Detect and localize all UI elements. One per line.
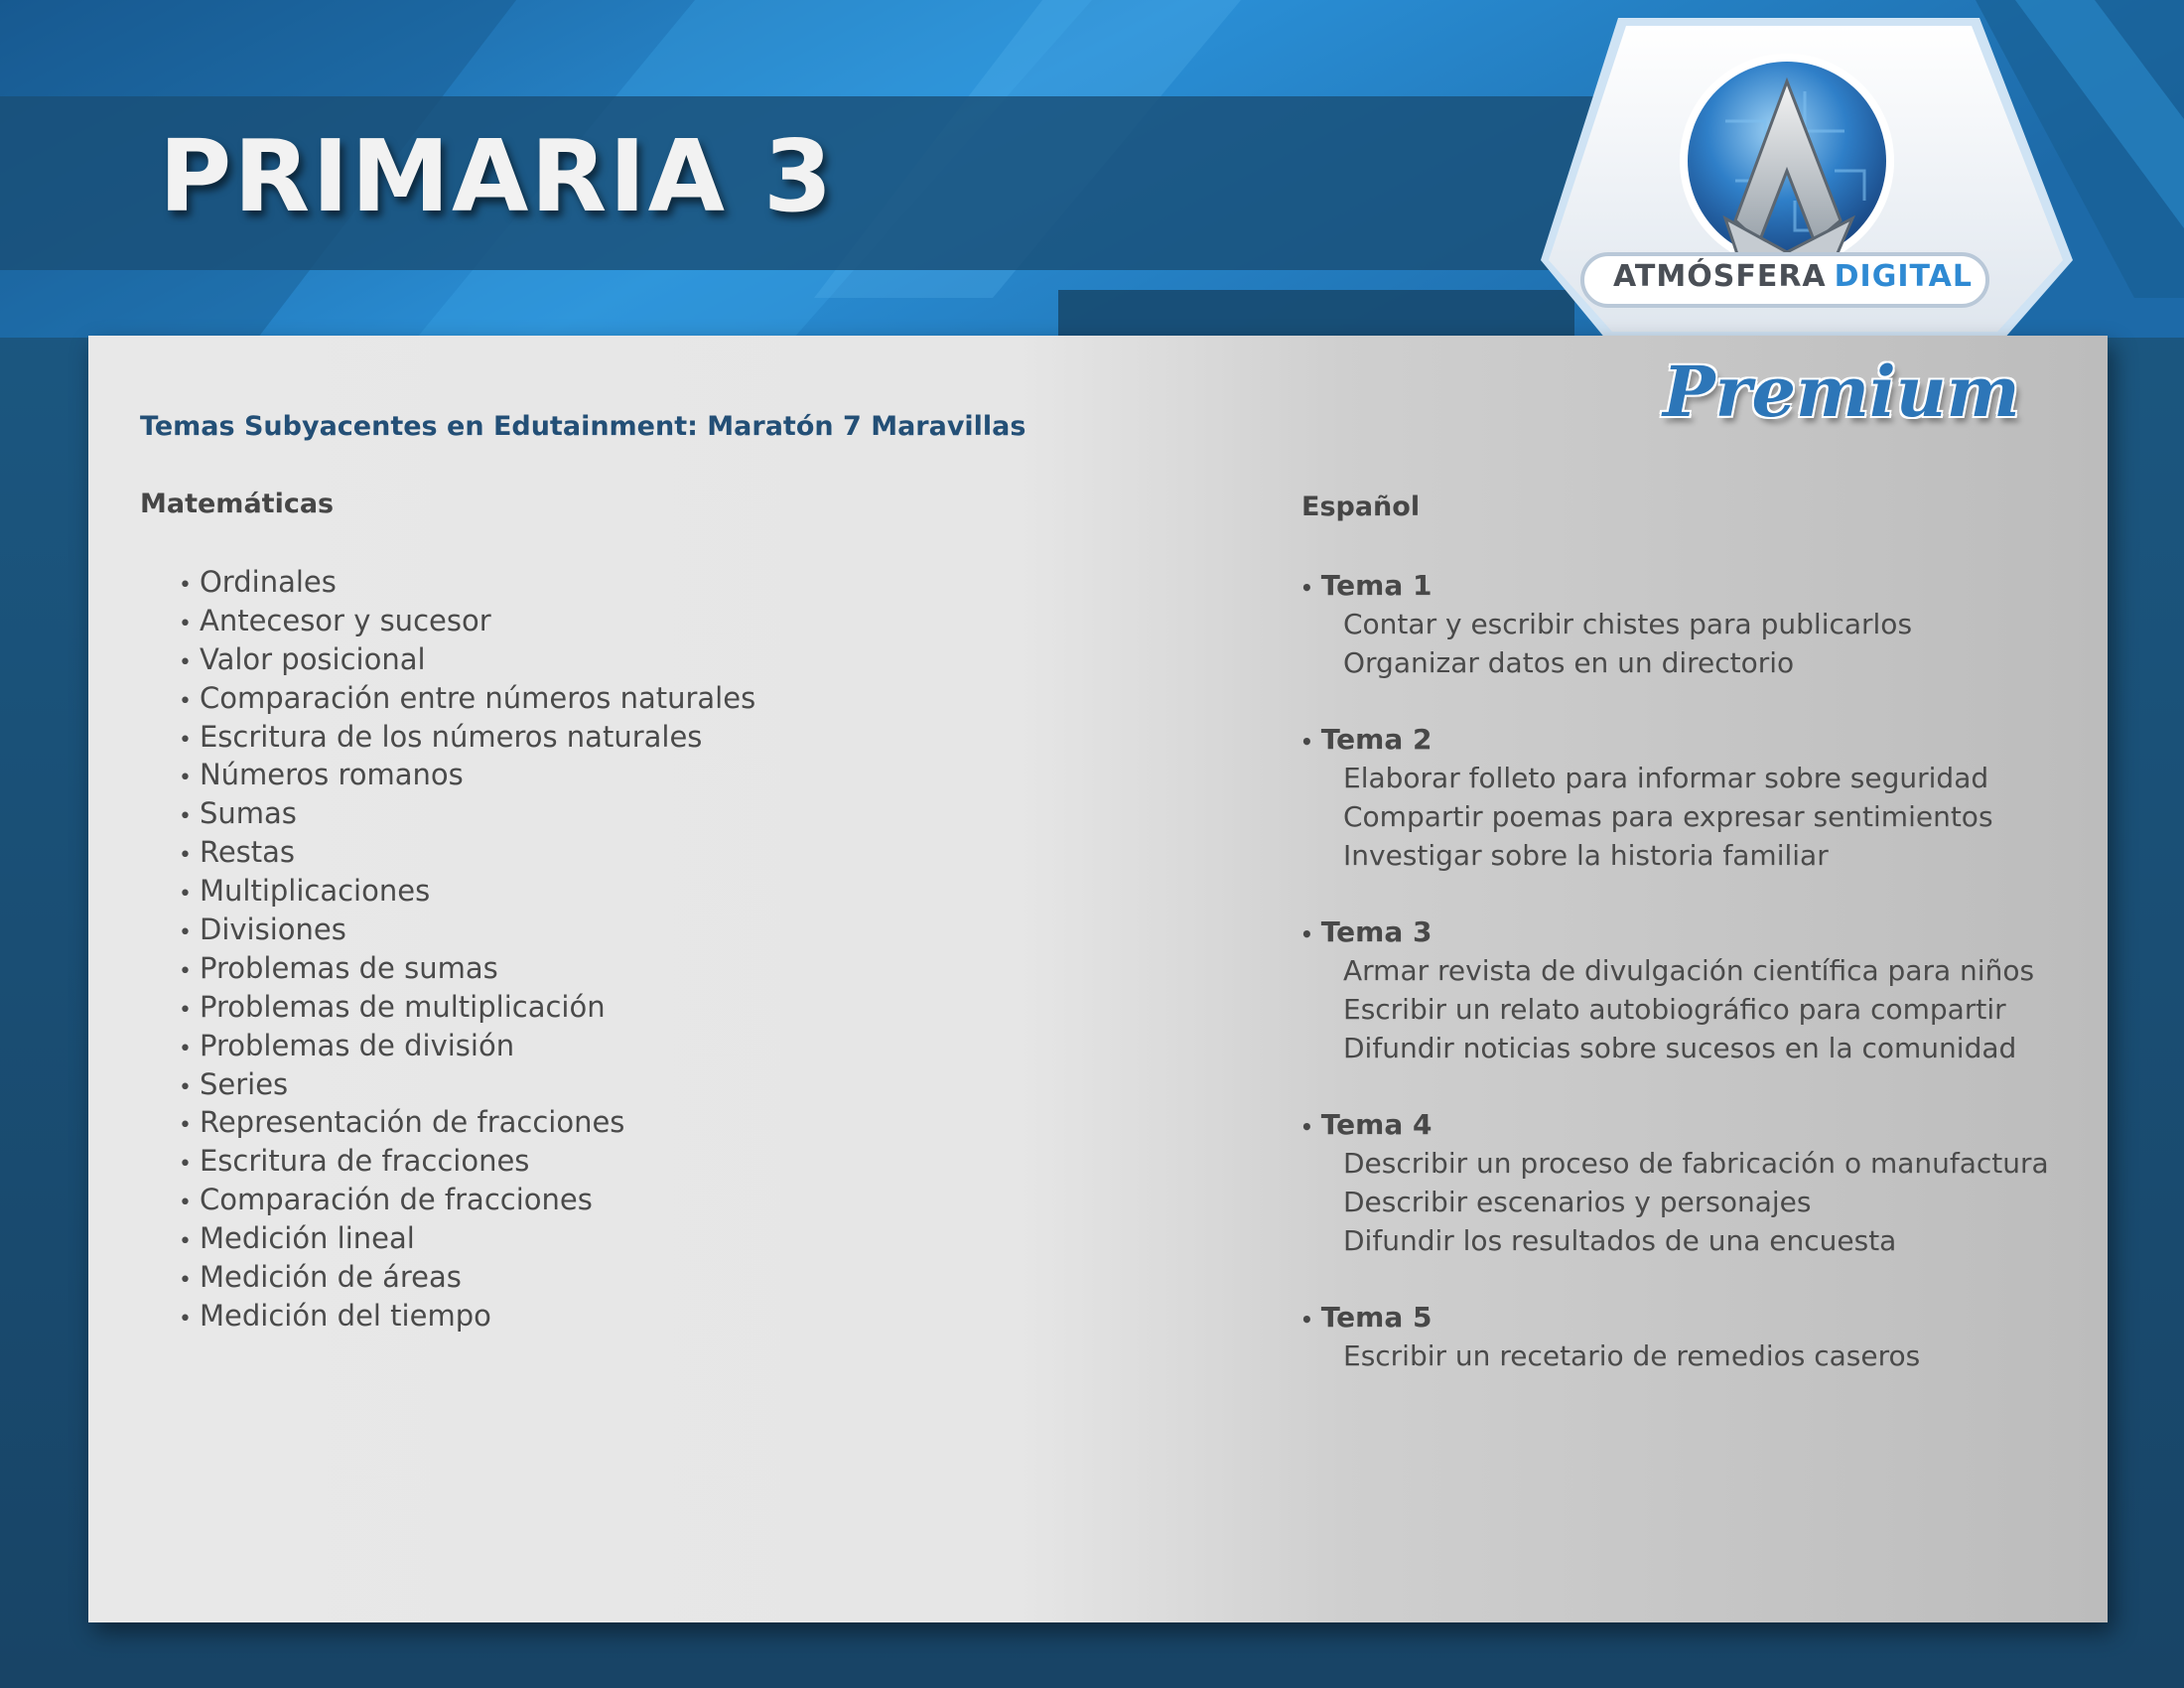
subtitle: Temas Subyacentes en Edutainment: Maratón 7 Maravillas [140, 411, 1026, 442]
list-item: • Multiplicaciones [179, 872, 755, 911]
list-item: • Sumas [179, 794, 755, 833]
tema-label: • Tema 3 [1300, 913, 2055, 951]
list-item: • Problemas de división [179, 1027, 755, 1065]
brand-wordmark [1600, 258, 1985, 296]
list-item: Investigar sobre la historia familiar [1343, 839, 1829, 872]
tema-block [1300, 1298, 2055, 1375]
list-item: Difundir los resultados de una encuesta [1343, 1224, 1897, 1257]
list-item: • Representación de fracciones [179, 1103, 755, 1142]
list-item: • Comparación entre números naturales [179, 679, 755, 718]
tema-label: • Tema 1 [1300, 566, 2055, 605]
list-item: Escribir un relato autobiográfico para compartir [1343, 993, 2006, 1026]
list-item: • Ordinales [179, 563, 755, 602]
list-item: • Divisiones [179, 911, 755, 949]
math-heading: Matemáticas [140, 489, 335, 519]
list-item: Compartir poemas para expresar sentimientos [1343, 800, 1993, 833]
spanish-heading: Español [1301, 492, 1421, 522]
list-item: Elaborar folleto para informar sobre seguridad [1343, 762, 1989, 794]
list-item: • Comparación de fracciones [179, 1181, 755, 1219]
page-title: PRIMARIA 3 [159, 118, 835, 234]
list-item: • Escritura de fracciones [179, 1142, 755, 1181]
list-item: Organizar datos en un directorio [1343, 646, 1795, 679]
list-item: Armar revista de divulgación científica para niños [1343, 954, 2035, 987]
list-item: • Medición de áreas [179, 1258, 755, 1297]
math-topic-list [179, 563, 755, 1336]
brand-word-digital: DIGITAL [1834, 259, 1973, 294]
list-item: • Medición lineal [179, 1219, 755, 1258]
list-item: • Problemas de sumas [179, 949, 755, 988]
tema-block [1300, 720, 2055, 875]
tema-block [1300, 566, 2055, 682]
list-item: Escribir un recetario de remedios caseros [1343, 1339, 1921, 1372]
spanish-topic-list [1300, 566, 2055, 1375]
list-item: Contar y escribir chistes para publicarlos [1343, 608, 1913, 640]
list-item: Describir un proceso de fabricación o manufactura [1343, 1147, 2049, 1180]
tema-label: • Tema 4 [1300, 1105, 2055, 1144]
tema-block [1300, 913, 2055, 1067]
list-item: • Antecesor y sucesor [179, 602, 755, 640]
list-item: • Valor posicional [179, 640, 755, 679]
list-item: • Restas [179, 833, 755, 872]
tema-label: • Tema 5 [1300, 1298, 2055, 1336]
premium-badge: Premium [1663, 351, 2020, 433]
list-item: • Medición del tiempo [179, 1297, 755, 1336]
list-item: Describir escenarios y personajes [1343, 1186, 1812, 1218]
list-item: • Números romanos [179, 756, 755, 794]
list-item: • Problemas de multiplicación [179, 988, 755, 1027]
brand-word-atmosfera: ATMÓSFERA [1613, 259, 1827, 294]
list-item: Difundir noticias sobre sucesos en la comunidad [1343, 1032, 2017, 1064]
tema-label: • Tema 2 [1300, 720, 2055, 759]
list-item: • Escritura de los números naturales [179, 718, 755, 757]
tema-block [1300, 1105, 2055, 1260]
list-item: • Series [179, 1065, 755, 1104]
